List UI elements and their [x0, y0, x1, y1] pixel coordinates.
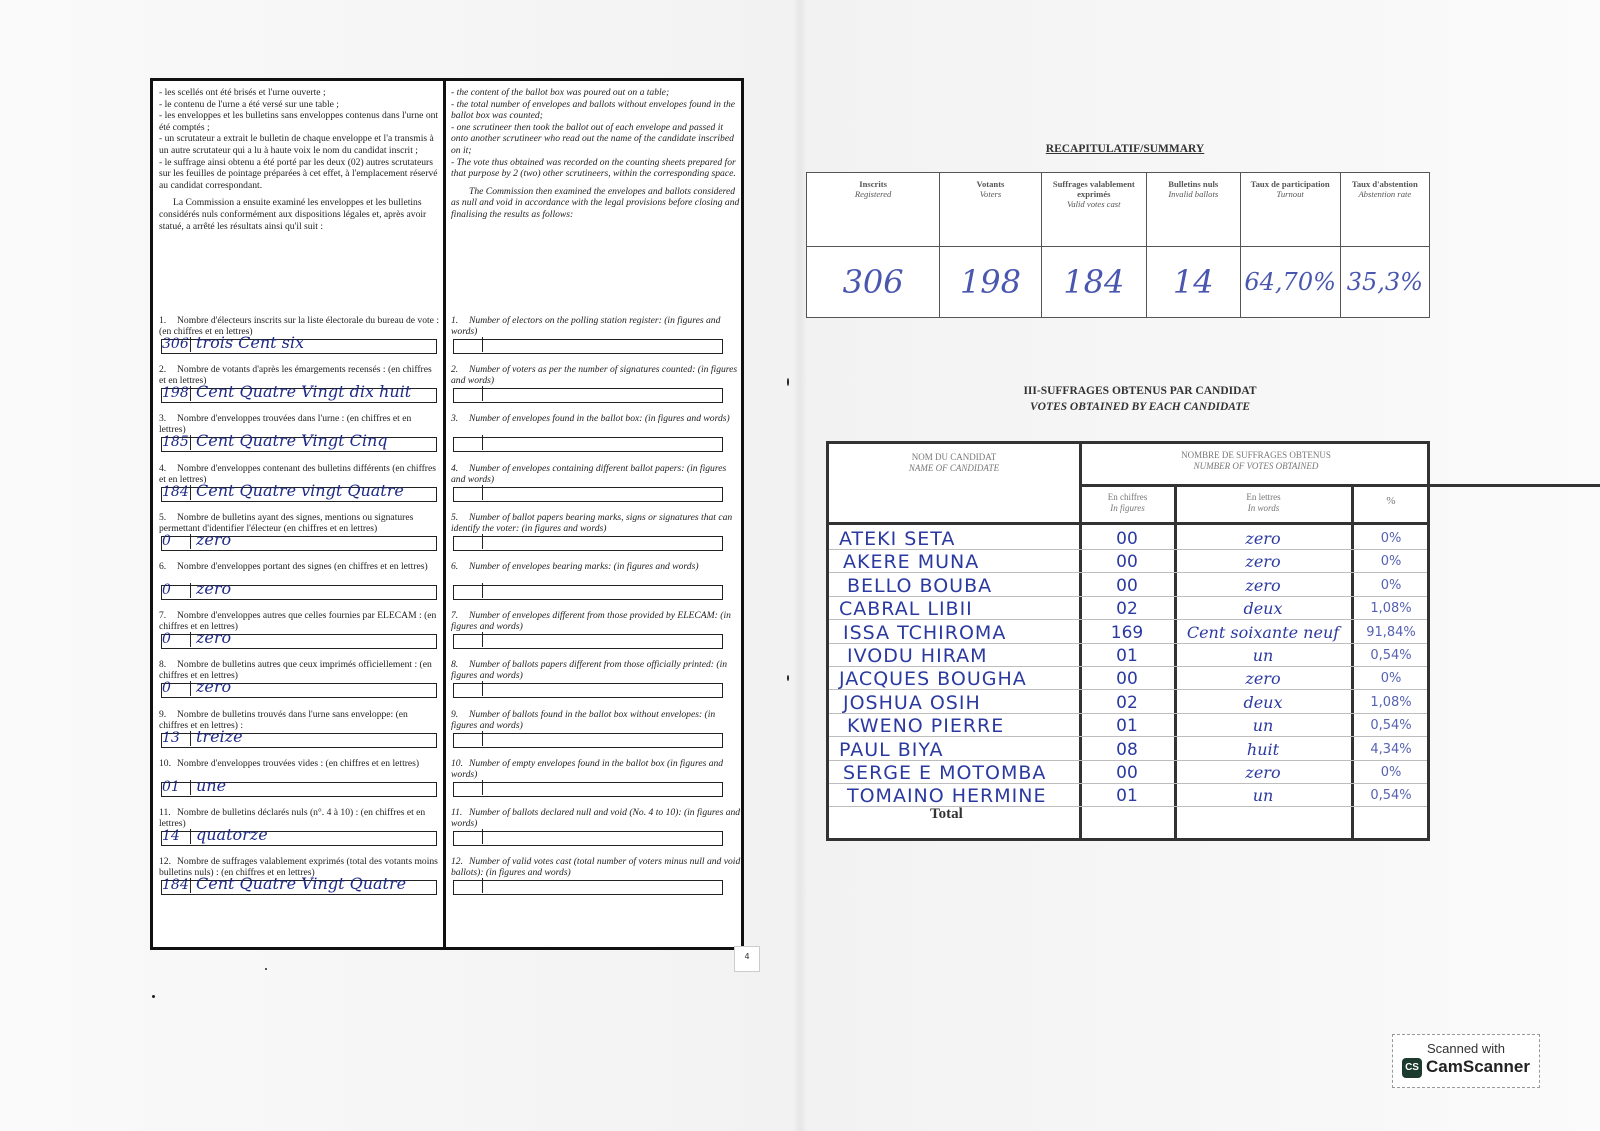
answer-words: Cent Quatre vingt Quatre [196, 480, 404, 500]
form-item-label: 5. Number of ballot papers bearing marks, signs or signatures that can identify the voter: (in figures and words) [451, 511, 733, 534]
candidate-percent: 0,54% [1370, 648, 1412, 663]
form-item-label: 12. Nombre de suffrages valablement exprimés (total des votants moins bulletins nuls) : (en chiffres et en lettres) [159, 856, 438, 879]
fr-paragraph: - les scellés ont été brisés et l'urne ouverte ; [159, 87, 326, 98]
candidate-name: SERGE E MOTOMBA [843, 762, 1047, 784]
form-item-label: 11. Nombre de bulletins déclarés nuls (n°. 4 à 10) : (en chiffres et en lettres) [159, 807, 426, 829]
form-item-label: 10. Number of empty envelopes found in the ballot box (in figures and words) [451, 757, 724, 780]
form-answer-box[interactable] [161, 431, 437, 452]
summary-header: Taux d'abstention Abstention rate [1340, 173, 1429, 247]
answer-figures: 01 [162, 780, 191, 795]
answer-figures [454, 534, 483, 549]
candidate-figures: 08 [1116, 739, 1138, 760]
candidate-percent: 0% [1380, 577, 1402, 593]
form-answer-box[interactable] [161, 874, 437, 895]
answer-figures [454, 878, 483, 893]
form-answer-box[interactable] [453, 487, 723, 502]
answer-words: Cent Quatre Vingt Quatre [196, 874, 407, 894]
summary-table [806, 172, 1430, 318]
answer-figures: 0 [162, 681, 191, 696]
answer-words: quatorze [196, 825, 268, 844]
form-answer-box[interactable] [161, 333, 437, 354]
candidate-percent: 0% [1380, 765, 1402, 780]
candidate-figures: 02 [1116, 599, 1138, 620]
fr-paragraph: La Commission a ensuite examiné les enveloppes et les bulletins considérés nuls conformément aux dispositions légales et, après avoir statué, a arrêté les résultats ainsi qu'il suit : [159, 197, 427, 232]
fr-paragraph: - les enveloppes et les bulletins sans enveloppes contenus dans l'urne ont été comptés ; [159, 110, 439, 133]
candidate-name: JOSHUA OSIH [843, 691, 981, 714]
answer-words: zero [196, 628, 232, 648]
answer-figures: 14 [162, 829, 191, 844]
form-item-label: 10. Nombre d'enveloppes trouvées vides : (en chiffres et en lettres) [159, 757, 420, 769]
figures-header: En chiffres In figures [1107, 492, 1148, 513]
en-paragraph: - the content of the ballot box was poured out on a table; [451, 87, 670, 98]
answer-figures [454, 435, 483, 450]
candidate-figures: 00 [1116, 669, 1138, 690]
candidate-percent: 1,08% [1370, 601, 1412, 617]
form-item-label: 7. Nombre d'enveloppes autres que celles fournies par ELECAM : (en chiffres et en lettres) [159, 610, 437, 633]
candidate-words: huit [1246, 739, 1280, 759]
intro-english [451, 87, 741, 221]
answer-figures [454, 386, 483, 401]
form-answer-box[interactable] [453, 782, 723, 797]
candidate-name: TOMAINO HERMINE [847, 785, 1047, 808]
summary-value: 35,3% [1340, 246, 1429, 317]
candidate-figures: 169 [1110, 622, 1144, 643]
form-item-label: 8. Nombre de bulletins autres que ceux imprimés officiellement : (en chiffres et en lettres) [159, 659, 432, 682]
form-item-label: 1. Nombre d'électeurs inscrits sur la liste électorale du bureau de vote : (en chiffres et en lettres) [159, 315, 439, 337]
candidate-percent: 0% [1380, 554, 1402, 570]
answer-figures: 306 [162, 337, 191, 352]
candidate-figures: 00 [1116, 763, 1138, 783]
form-answer-box[interactable] [453, 880, 723, 895]
form-item-label: 2. Number of voters as per the number of signatures counted: (in figures and words) [451, 364, 738, 387]
camscanner-logo-icon: CS [1402, 1058, 1422, 1078]
candidate-percent: 0% [1380, 671, 1402, 687]
candidate-percent: 91,84% [1366, 624, 1416, 640]
candidate-figures: 01 [1116, 646, 1138, 666]
candidate-words: un [1252, 716, 1274, 736]
summary-value: 184 [1041, 246, 1146, 317]
answer-words: zero [196, 529, 232, 549]
answer-figures [454, 583, 483, 598]
candidate-percent: 0,54% [1370, 788, 1412, 804]
camscanner-watermark [1392, 1034, 1540, 1088]
en-paragraph: - the total number of envelopes and ballots without envelopes found in the ballot box was counted; [451, 98, 736, 122]
candidate-name: AKERE MUNA [843, 551, 980, 574]
candidate-words: zero [1245, 529, 1281, 548]
summary-value: 306 [807, 246, 940, 317]
answer-figures [454, 485, 483, 500]
fr-paragraph: - un scrutateur a extrait le bulletin de chaque enveloppe et l'a transmis à un autre scrutateur qui a lu à haute voix le nom du candidat inscrit ; [159, 133, 434, 156]
answer-figures [454, 829, 483, 844]
candidate-name: BELLO BOUBA [847, 574, 993, 597]
form-answer-box[interactable] [161, 825, 437, 846]
candidate-name: ISSA TCHIROMA [843, 621, 1007, 644]
form-item-label: 1. Number of electors on the polling station register: (in figures and words) [451, 315, 721, 337]
form-answer-box[interactable] [161, 726, 437, 748]
form-answer-box[interactable] [453, 437, 723, 452]
column-divider [443, 81, 446, 947]
answer-words: Cent Quatre Vingt Cinq [196, 431, 388, 451]
scan-speck [152, 995, 155, 998]
candidate-words: deux [1243, 692, 1283, 712]
candidate-name: ATEKI SETA [839, 528, 956, 550]
watermark-line2: CS CamScanner [1393, 1057, 1539, 1078]
candidate-words: Cent soixante neuf [1186, 622, 1340, 642]
page-number: 4 [734, 946, 760, 972]
answer-words: trois Cent six [196, 333, 305, 352]
candidate-figures: 02 [1116, 692, 1138, 713]
fr-paragraph: - le contenu de l'urne a été versé sur une table ; [159, 98, 339, 110]
form-answer-box[interactable] [453, 683, 723, 698]
form-item-label: 4. Nombre d'enveloppes contenant des bulletins différents (en chiffres et en lettres) [159, 462, 436, 485]
form-answer-box[interactable] [453, 634, 723, 649]
candidate-percent: 1,08% [1370, 694, 1412, 710]
candidate-words: zero [1245, 552, 1281, 572]
summary-header: Suffrages valablement exprimés Valid votes cast [1041, 173, 1146, 247]
candidate-words: zero [1245, 763, 1281, 782]
answer-words: zero [196, 579, 232, 598]
answer-figures: 185 [162, 435, 191, 450]
summary-header: Votants Voters [940, 173, 1042, 247]
candidate-words: un [1252, 646, 1274, 665]
answer-figures: 198 [162, 386, 191, 401]
form-answer-box[interactable] [161, 579, 437, 600]
form-item-label: 12. Number of valid votes cast (total number of voters minus null and void ballots): (in figures and words) [451, 856, 741, 879]
candidate-percent: 0% [1380, 531, 1402, 546]
candidate-figures: 01 [1116, 786, 1138, 807]
name-header: NOM DU CANDIDAT NAME OF CANDIDATE [908, 452, 1000, 473]
form-answer-box[interactable] [161, 382, 437, 403]
form-item-label: 8. Number of ballots papers different from those officially printed: (in figures and words) [451, 659, 728, 682]
candidate-name: JACQUES BOUGHA [839, 668, 1027, 691]
answer-words: une [196, 775, 227, 795]
candidate-votes-table [826, 441, 1430, 841]
form-answer-box[interactable] [453, 339, 723, 354]
form-item-label: 3. Number of envelopes found in the ballot box: (in figures and words) [451, 413, 730, 425]
summary-header: Bulletins nuls Invalid ballots [1146, 173, 1240, 247]
form-answer-box[interactable] [161, 529, 437, 551]
form-item-label: 7. Number of envelopes different from those provided by ELECAM: (in figures and words) [451, 610, 731, 633]
candidate-percent: 4,34% [1370, 741, 1412, 757]
form-answer-box[interactable] [161, 775, 437, 797]
candidate-figures: 01 [1116, 716, 1138, 737]
candidate-words: zero [1245, 575, 1281, 595]
candidate-words: zero [1245, 669, 1281, 689]
form-answer-box[interactable] [161, 628, 437, 649]
candidate-name: PAUL BIYA [839, 738, 944, 761]
summary-value: 198 [940, 246, 1042, 317]
candidate-name: IVODU HIRAM [847, 645, 988, 667]
answer-figures [454, 780, 483, 795]
form-item-label: 9. Number of ballots found in the ballot box without envelopes: (in figures and words) [451, 708, 716, 731]
form-answer-box[interactable] [453, 388, 723, 403]
form-answer-box[interactable] [161, 480, 437, 502]
answer-figures [454, 632, 483, 647]
answer-figures: 13 [162, 731, 191, 746]
answer-figures [454, 337, 483, 352]
summary-value: 14 [1146, 246, 1240, 317]
words-header: En lettres In words [1246, 492, 1281, 513]
answer-figures [454, 731, 483, 746]
candidate-figures: 00 [1116, 575, 1138, 596]
page-fold [792, 0, 808, 1131]
form-item-label: 3. Nombre d'enveloppes trouvées dans l'urne : (en chiffres et en lettres) [159, 413, 412, 436]
fr-paragraph: - le suffrage ainsi obtenu a été porté par les deux (02) autres scrutateurs sur les feuilles de pointage préparées à cet effet, à l'emplacement réservé au candidat correspondant. [159, 156, 438, 191]
form-item-label: 4. Number of envelopes containing different ballot papers: (in figures and words) [451, 462, 727, 485]
candidate-percent: 0,54% [1370, 718, 1412, 734]
answer-figures [454, 681, 483, 696]
answer-figures: 184 [162, 878, 191, 893]
form-answer-box[interactable] [453, 831, 723, 846]
form-item-label: 11. Number of ballots declared null and void (No. 4 to 10): (in figures and words) [451, 807, 741, 829]
summary-title: RECAPITULATIF/SUMMARY [1045, 143, 1205, 155]
votes-title-fr: III-SUFFRAGES OBTENUS PAR CANDIDAT [1023, 385, 1257, 397]
votes-title-en: VOTES OBTAINED BY EACH CANDIDATE [1029, 401, 1251, 413]
candidate-name: CABRAL LIBII [839, 598, 973, 621]
scan-speck [265, 968, 267, 970]
french-column [159, 87, 439, 894]
scan-speck [787, 675, 789, 681]
form-answer-box[interactable] [453, 733, 723, 748]
answer-words: treize [196, 726, 243, 746]
form-answer-box[interactable] [161, 677, 437, 698]
candidate-words: un [1252, 786, 1274, 806]
answer-figures: 0 [162, 632, 191, 647]
candidate-figures: 00 [1116, 552, 1138, 573]
form-item-label: 9. Nombre de bulletins trouvés dans l'urne sans enveloppe: (en chiffres et en lettres) : [159, 708, 408, 731]
form-item-label: 6. Number of envelopes bearing marks: (in figures and words) [451, 561, 699, 572]
answer-figures: 0 [162, 583, 191, 598]
english-column [451, 87, 741, 879]
en-paragraph: - one scrutineer then took the ballot out of each envelope and passed it onto another scrutineer who read out the name of the candidate inscribed on it; [451, 121, 734, 156]
summary-value: 64,70% [1240, 246, 1340, 317]
candidate-figures: 00 [1116, 529, 1138, 549]
answer-figures: 184 [162, 485, 191, 500]
answer-words: Cent Quatre Vingt dix huit [196, 382, 412, 402]
watermark-line1: Scanned with [1426, 1041, 1506, 1056]
form-answer-box[interactable] [453, 536, 723, 551]
summary-header: Taux de participation Turnout [1240, 173, 1340, 247]
candidate-name: KWENO PIERRE [847, 715, 1005, 738]
form-answer-box[interactable] [453, 585, 723, 600]
en-paragraph: - The vote thus obtained was recorded on the counting sheets prepared for that purpose by 2 (two) other scrutineers, within the corresponding space. [451, 156, 736, 180]
candidate-words: deux [1243, 599, 1283, 619]
percent-header: % [1386, 495, 1396, 507]
summary-header: Inscrits Registered [807, 173, 940, 247]
form-item-label: 6. Nombre d'enveloppes portant des signes (en chiffres et en lettres) [159, 561, 428, 572]
en-paragraph: The Commission then examined the envelopes and ballots considered as null and void in accordance with the legal provisions before closing and finalising the results as follows: [451, 185, 740, 220]
votes-header: NOMBRE DE SUFFRAGES OBTENUS NUMBER OF VOTES OBTAINED [1181, 450, 1331, 471]
intro-french [159, 87, 439, 232]
answer-words: zero [196, 677, 232, 697]
form-item-label: 2. Nombre de votants d'après les émargements recensés : (en chiffres et en lettres) [159, 364, 432, 387]
total-label: Total [930, 806, 963, 822]
scan-speck [787, 378, 789, 386]
minutes-form [150, 78, 744, 950]
answer-figures: 0 [162, 534, 191, 549]
form-item-label: 5. Nombre de bulletins ayant des signes, mentions ou signatures permettant d'identifier l'électeur (en chiffres et en lettres) [159, 511, 414, 534]
